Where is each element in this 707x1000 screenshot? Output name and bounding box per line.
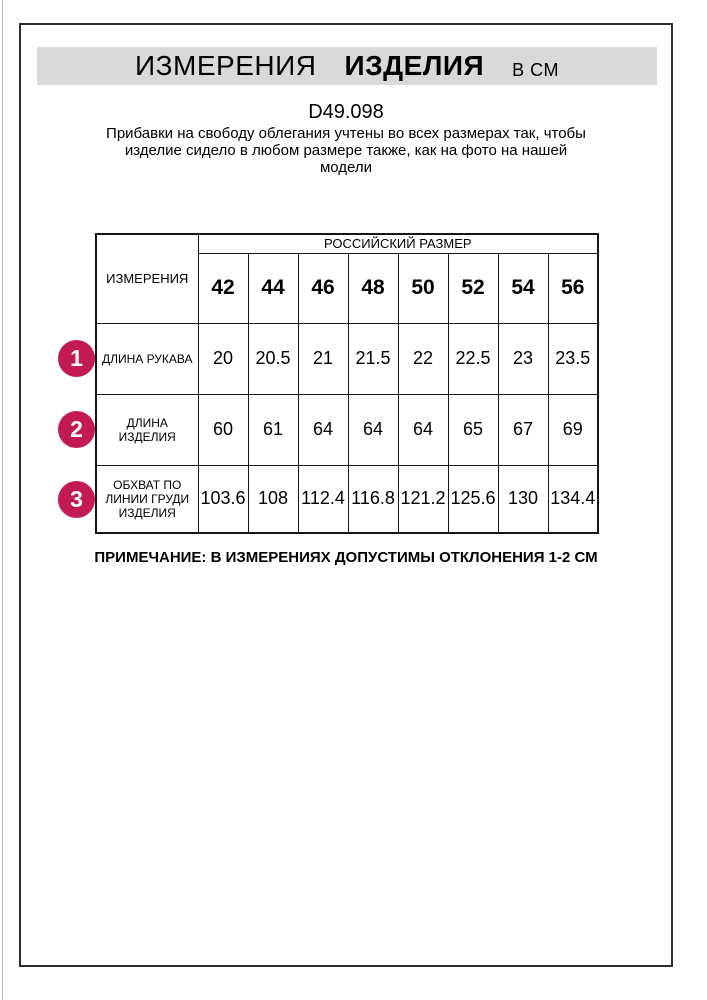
size-value-cell: 103.6 (198, 465, 248, 533)
badge-number: 1 (70, 345, 83, 371)
size-table (95, 233, 599, 534)
size-value-cell: 134.4 (548, 465, 598, 533)
size-col-header: 46 (298, 253, 348, 323)
size-value-cell: 64 (298, 394, 348, 465)
row-number-badge-3 (58, 481, 95, 518)
size-value-cell: 22 (398, 323, 448, 394)
size-value-cell: 61 (248, 394, 298, 465)
table-row-garment-length (96, 394, 598, 465)
table-row-chest-girth (96, 465, 598, 533)
size-col-header: 50 (398, 253, 448, 323)
size-value-cell: 65 (448, 394, 498, 465)
article-code: D49.098 (308, 101, 384, 123)
badge-number: 2 (70, 416, 83, 442)
size-value-cell: 112.4 (298, 465, 348, 533)
size-value-cell: 64 (398, 394, 448, 465)
size-value-cell: 116.8 (348, 465, 398, 533)
size-value-cell: 125.6 (448, 465, 498, 533)
header-bar (37, 47, 657, 85)
description-line: изделие сидело в любом размере также, как на фото на нашей (124, 142, 568, 159)
size-value-cell: 20 (198, 323, 248, 394)
size-col-header: 52 (448, 253, 498, 323)
size-col-header: 44 (248, 253, 298, 323)
row-label: ДЛИНА ИЗДЕЛИЯ (96, 394, 198, 465)
description-line: Прибавки на свободу облегания учтены во всех размерах так, чтобы (106, 125, 586, 142)
size-value-cell: 67 (498, 394, 548, 465)
row-number-badge-2 (58, 411, 95, 448)
description (19, 125, 673, 176)
badge-number: 3 (70, 486, 83, 512)
size-value-cell: 64 (348, 394, 398, 465)
table-row-sleeve-length (96, 323, 598, 394)
size-value-cell: 21.5 (348, 323, 398, 394)
size-value-cell: 130 (498, 465, 548, 533)
row-label: ДЛИНА РУКАВА (96, 323, 198, 394)
size-value-cell: 20.5 (248, 323, 298, 394)
size-value-cell: 21 (298, 323, 348, 394)
header-unit-label: В СМ (512, 59, 559, 80)
size-value-cell: 23.5 (548, 323, 598, 394)
size-col-header: 42 (198, 253, 248, 323)
row-number-badge-1 (58, 340, 95, 377)
size-col-header: 48 (348, 253, 398, 323)
description-line: модели (319, 159, 373, 176)
note-text: ПРИМЕЧАНИЕ: В ИЗМЕРЕНИЯХ ДОПУСТИМЫ ОТКЛОНЕНИЯ 1-2 СМ (94, 549, 598, 566)
size-value-cell: 60 (198, 394, 248, 465)
size-value-cell: 121.2 (398, 465, 448, 533)
page-edge-line (2, 0, 3, 1000)
row-label: ОБХВАТ ПО ЛИНИИ ГРУДИ ИЗДЕЛИЯ (96, 465, 198, 533)
size-col-header: 54 (498, 253, 548, 323)
size-value-cell: 69 (548, 394, 598, 465)
header-title-measurements: ИЗМЕРЕНИЯ (135, 50, 317, 81)
size-value-cell: 22.5 (448, 323, 498, 394)
size-col-header: 56 (548, 253, 598, 323)
size-value-cell: 108 (248, 465, 298, 533)
size-value-cell: 23 (498, 323, 548, 394)
size-group-header: РОССИЙСКИЙ РАЗМЕР (198, 234, 598, 253)
header-title-garment: ИЗДЕЛИЯ (344, 50, 485, 81)
measure-col-header: ИЗМЕРЕНИЯ (96, 234, 198, 323)
